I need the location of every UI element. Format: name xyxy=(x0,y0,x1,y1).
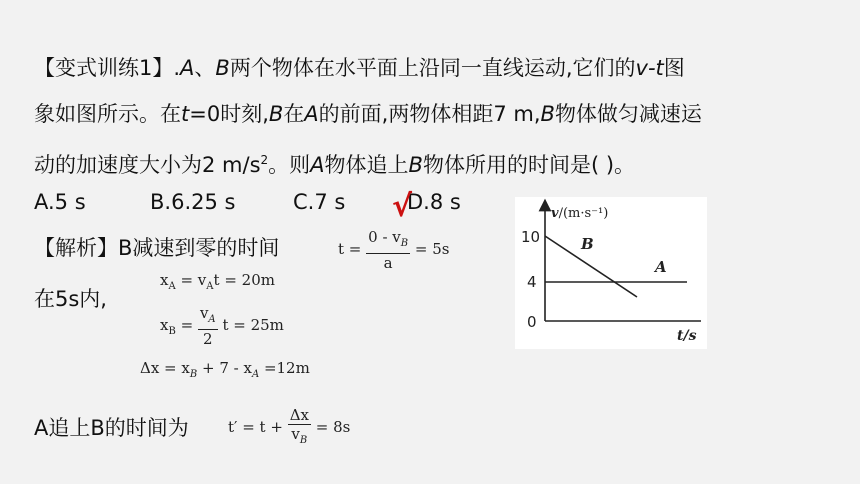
vt-graph-svg xyxy=(515,197,707,349)
formula-t: t = $\frac{0 - v_B}{a}$ = 5s xyxy=(338,228,450,272)
question-line-1: 【变式训练1】.A、B两个物体在水平面上沿同一直线运动,它们的v-t图 xyxy=(34,56,685,80)
option-b: B.6.25 s xyxy=(150,190,236,214)
option-a: A.5 s xyxy=(34,190,86,214)
vt-graph xyxy=(515,197,707,349)
tick-0: 0 xyxy=(527,313,537,331)
option-d: D.8 s xyxy=(407,190,461,214)
formula-xa: $x_A = v_At = 20m$ xyxy=(160,271,275,292)
within-label: 在5s内, xyxy=(34,287,107,311)
formula-xb: $x_B$ = $\frac{v_A}{2}$ t = 25m xyxy=(160,304,284,348)
formula-tprime: t′ = t + $\frac{\Delta x}{v_B}$ = 8s xyxy=(228,406,351,446)
tick-4: 4 xyxy=(527,273,537,291)
label-a: A xyxy=(655,258,667,276)
x-axis-label: t/s xyxy=(677,328,697,344)
checkmark-icon: √ xyxy=(392,189,413,224)
analysis-label: 【解析】B减速到零的时间 xyxy=(34,236,280,260)
option-c: C.7 s xyxy=(293,190,346,214)
catchup-label: A追上B的时间为 xyxy=(34,416,189,440)
label-b: B xyxy=(581,235,594,253)
formula-dx: $\Delta x = x_B + 7 - x_A =12m$ xyxy=(140,359,310,380)
tick-10: 10 xyxy=(521,228,541,246)
question-line-3: 动的加速度大小为2 $m/s^2$。则A物体追上B物体所用的时间是( )。 xyxy=(34,153,636,177)
question-line-2: 象如图所示。在t=0时刻,B在A的前面,两物体相距7 m,B物体做匀减速运 xyxy=(34,102,702,126)
y-axis-label: v/(m·s⁻¹) xyxy=(551,206,609,221)
